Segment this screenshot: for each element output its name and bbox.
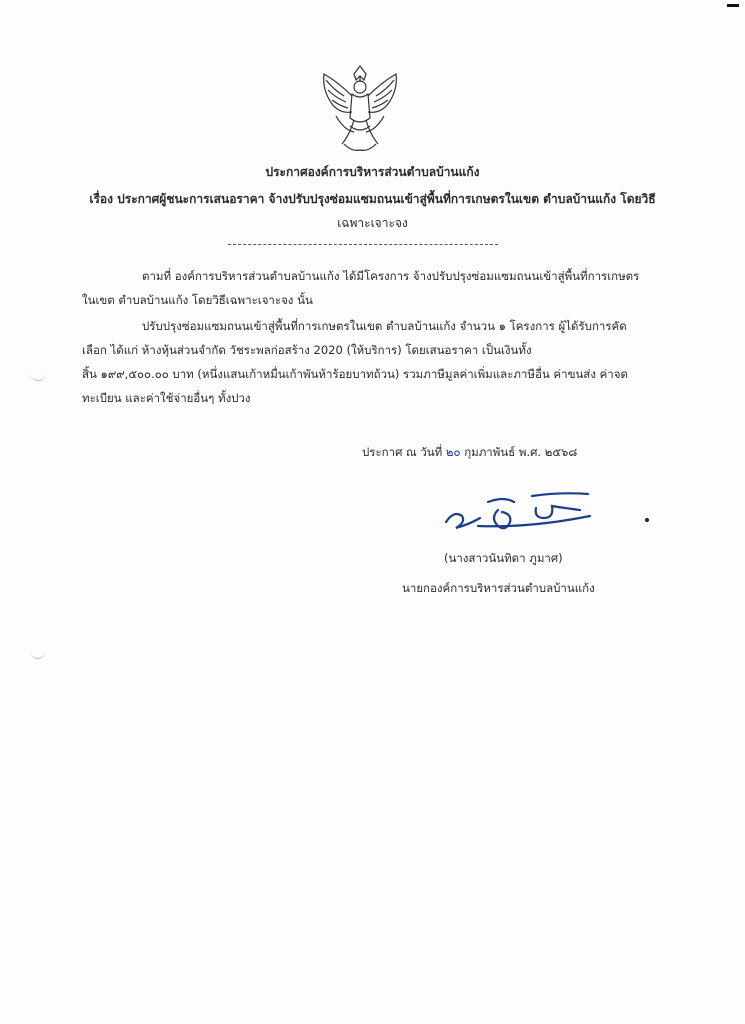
announcement-date <box>362 444 577 462</box>
paragraph-2-line-2: เลือก ได้แก่ ห้างหุ้นส่วนจำกัด วัชระพลก่อสร้าง 2020 (ให้บริการ) โดยเสนอราคา เป็นเงินทั้ง <box>82 343 532 357</box>
date-month-year: กุมภาพันธ์ พ.ศ. ๒๕๖๘ <box>464 445 578 459</box>
scan-corner-mark <box>727 4 739 7</box>
ink-dot <box>645 518 649 522</box>
subject-line-continuation: เฉพาะเจาะจง <box>337 216 408 230</box>
divider-line <box>228 244 498 245</box>
paragraph-2-line-3: สิ้น ๑๙๙,๕๐๐.๐๐ บาท (หนึ่งแสนเก้าหมื่นเก้าพันห้าร้อยบาทถ้วน) รวมภาษีมูลค่าเพิ่มและภาษีอื่น ค่าขนส่ง ค่าจด <box>82 367 628 381</box>
paragraph-2-line-4: ทะเบียน และค่าใช้จ่ายอื่นๆ ทั้งปวง <box>82 391 251 405</box>
subject-line: เรื่อง ประกาศผู้ชนะการเสนอราคา จ้างปรับปรุงซ่อมแซมถนนเข้าสู่พื้นที่การเกษตรในเขต ตำบลบ้านแก้ง โดยวิธี <box>89 192 656 206</box>
handwritten-signature <box>440 488 600 536</box>
announcement-title: ประกาศองค์การบริหารส่วนตำบลบ้านแก้ง <box>265 165 480 179</box>
signatory-name: (นางสาวนันทิดา ภูมาศ) <box>444 551 563 565</box>
paragraph-2-line-1: ปรับปรุงซ่อมแซมถนนเข้าสู่พื้นที่การเกษตรในเขต ตำบลบ้านแก้ง จำนวน ๑ โครงการ ผู้ได้รับการคัด <box>142 319 627 333</box>
date-prefix: ประกาศ ณ วันที่ <box>362 445 443 459</box>
punch-hole-mark <box>30 650 46 659</box>
punch-hole-mark <box>30 372 46 381</box>
paragraph-1-line-1: ตามที่ องค์การบริหารส่วนตำบลบ้านแก้ง ได้มีโครงการ จ้างปรับปรุงซ่อมแซมถนนเข้าสู่พื้นที่การเกษตร <box>142 269 640 283</box>
garuda-emblem-icon <box>314 60 406 156</box>
date-day: ๒๐ <box>445 445 461 459</box>
paragraph-1-line-2: ในเขต ตำบลบ้านแก้ง โดยวิธีเฉพาะเจาะจง นั้น <box>82 293 313 307</box>
signatory-position: นายกองค์การบริหารส่วนตำบลบ้านแก้ง <box>402 581 595 595</box>
